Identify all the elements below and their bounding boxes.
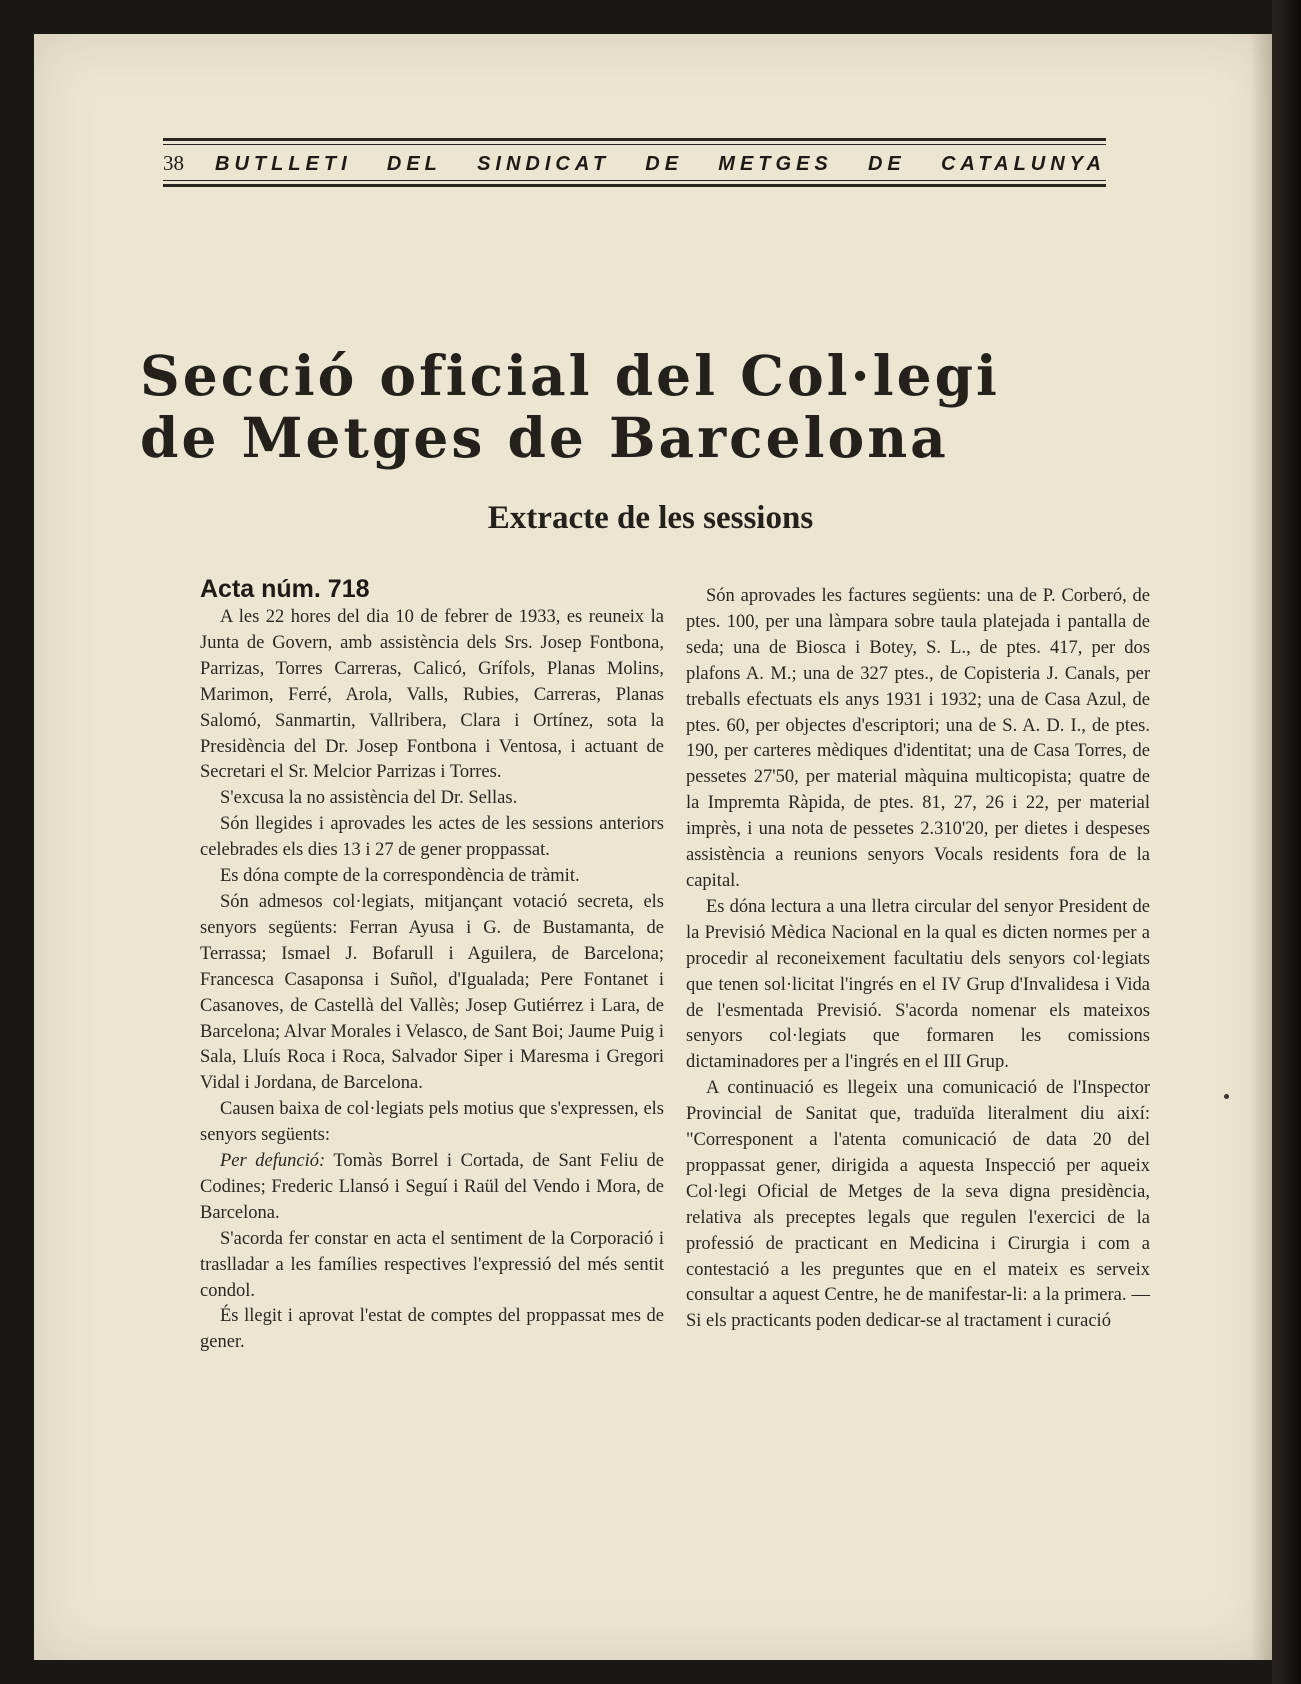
paragraph: Es dóna lectura a una lletra circular del senyor President de la Previsió Mèdica Nacional en la qual es dicten normes per a procedir al reconeixement facultatiu dels senyors col·legiats que tenen sol·licitat l'ingrés en el IV Grup d'Invalidesa i Vida de l'esmentada Previsió. S'acorda nomenar els mateixos senyors col·legiats que formaren les comissions dictaminadores per a l'ingrés en el III Grup.	[686, 896, 1150, 1073]
defuncio-label: Per defunció:	[220, 1151, 326, 1172]
journal-word: SINDICAT	[477, 153, 611, 175]
paragraph: A continuació es llegeix una comunicació de l'Inspector Provincial de Sanitat que, traduïda literalment diu així: "Corresponent a l'atenta comunicació de data 20 del proppassat gener, dirigida a aquesta Inspecció per aqueix Col·legi Oficial de Metges de la seva digna presidència, relativa als preceptes legals que regulen l'exercici de la professió de practicant en Medicina i Cirurgia i com a contestació a les preguntes que en el mateix es serveix consultar a aquest Centre, he de manifestar-li: a la primera. —Si els practicants poden dedicar-se al tractament i curació	[686, 1078, 1150, 1332]
header-rule	[163, 184, 1106, 187]
header-rule	[163, 180, 1106, 181]
journal-word: DEL	[386, 153, 442, 175]
running-header	[163, 104, 1106, 194]
paragraph: Són admesos col·legiats, mitjançant votació secreta, els senyors següents: Ferran Ayusa i G. de Bustamanta, de Terrassa; Ismael J. Bofarull i Aguilera, de Barcelona; Francesca Casaponsa i Suñol, d'Igualada; Pere Fontanet i Casanoves, de Castellà del Vallès; Josep Gutiérrez i Lara, de Barcelona; Alvar Morales i Velasco, de Sant Boi; Jaume Puig i Sala, Lluís Roca i Roca, Salvador Siper i Maresma i Gregori Vidal i Jordana, de Barcelona.	[200, 891, 664, 1094]
journal-word: DE	[645, 153, 684, 175]
journal-word: DE	[867, 153, 906, 175]
left-column	[200, 575, 664, 1356]
header-rule	[163, 138, 1106, 141]
paragraph: És llegit i aprovat l'estat de comptes del proppassat mes de gener.	[200, 1306, 664, 1353]
right-column	[686, 584, 1150, 1335]
paragraph: A les 22 hores del dia 10 de febrer de 1933, es reuneix la Junta de Govern, amb assistència dels Srs. Josep Fontbona, Parrizas, Torres Carreras, Calicó, Grífols, Planas Molins, Marimon, Ferré, Arola, Valls, Rubies, Carreras, Planas Salomó, Sanmartin, Vallribera, Clara i Ortínez, sota la Presidència del Dr. Josep Fontbona i Ventosa, i actuant de Secretari el Sr. Melcior Parrizas i Torres.	[200, 607, 664, 783]
defuncio-text: Tomàs Borrel i Cortada, de Sant Feliu de Codines; Frederic Llansó i Seguí i Raül del Vendo i Mora, de Barcelona.	[200, 1151, 665, 1223]
section-title-line: Secció oficial del Col·legi	[140, 343, 1000, 408]
paragraph: Són aprovades les factures següents: una de P. Corberó, de ptes. 100, per una làmpara sobre taula platejada i pantalla de seda; una de Biosca i Botey, S. L., de ptes. 417, per dos plafons A. M.; una de 327 ptes., de Copisteria J. Canals, per treballs efectuats els anys 1931 i 1932; una de Casa Azul, de ptes. 60, per objectes d'escriptori; una de S. A. D. I., de ptes. 190, per carteres mèdiques d'identitat; una de Casa Torres, de pessetes 27'50, per material màquina multicopista; quatre de la Impremta Ràpida, de ptes. 81, 27, 26 i 22, per material imprès, i una nota de pessetes 2.310'20, per dietes i despeses assistència a reunions senyors Vocals residents fora de la capital.	[686, 586, 1150, 891]
paragraph: S'acorda fer constar en acta el sentiment de la Corporació i traslladar a les famílies respectives l'expressió del més sentit condol.	[200, 1228, 664, 1301]
section-subtitle: Extracte de les sessions	[487, 500, 814, 536]
page-fold-shadow	[1250, 34, 1272, 1660]
running-head	[163, 151, 1106, 177]
journal-word: METGES	[718, 153, 833, 175]
paragraph: Són llegides i aprovades les actes de les sessions anteriors celebrades els dies 13 i 27 de gener proppassat.	[200, 814, 664, 861]
paragraph: S'excusa la no assistència del Dr. Sellas.	[220, 788, 518, 809]
journal-title	[215, 153, 1106, 176]
ink-speck	[1224, 1094, 1229, 1099]
paragraph: Es dóna compte de la correspondència de tràmit.	[220, 866, 580, 887]
header-rule	[163, 144, 1106, 145]
section-title-line: de Metges de Barcelona	[140, 405, 949, 470]
section-title	[140, 345, 1140, 469]
acta-heading: Acta núm. 718	[200, 575, 370, 603]
paragraph-defuncio	[200, 1149, 664, 1227]
page-number: 38	[163, 151, 184, 175]
journal-word: CATALUNYA	[940, 153, 1106, 175]
journal-word: BUTLLETI	[215, 153, 352, 175]
paragraph: Causen baixa de col·legiats pels motius que s'expressen, els senyors següents:	[200, 1099, 664, 1146]
scan-border	[1272, 0, 1301, 1684]
